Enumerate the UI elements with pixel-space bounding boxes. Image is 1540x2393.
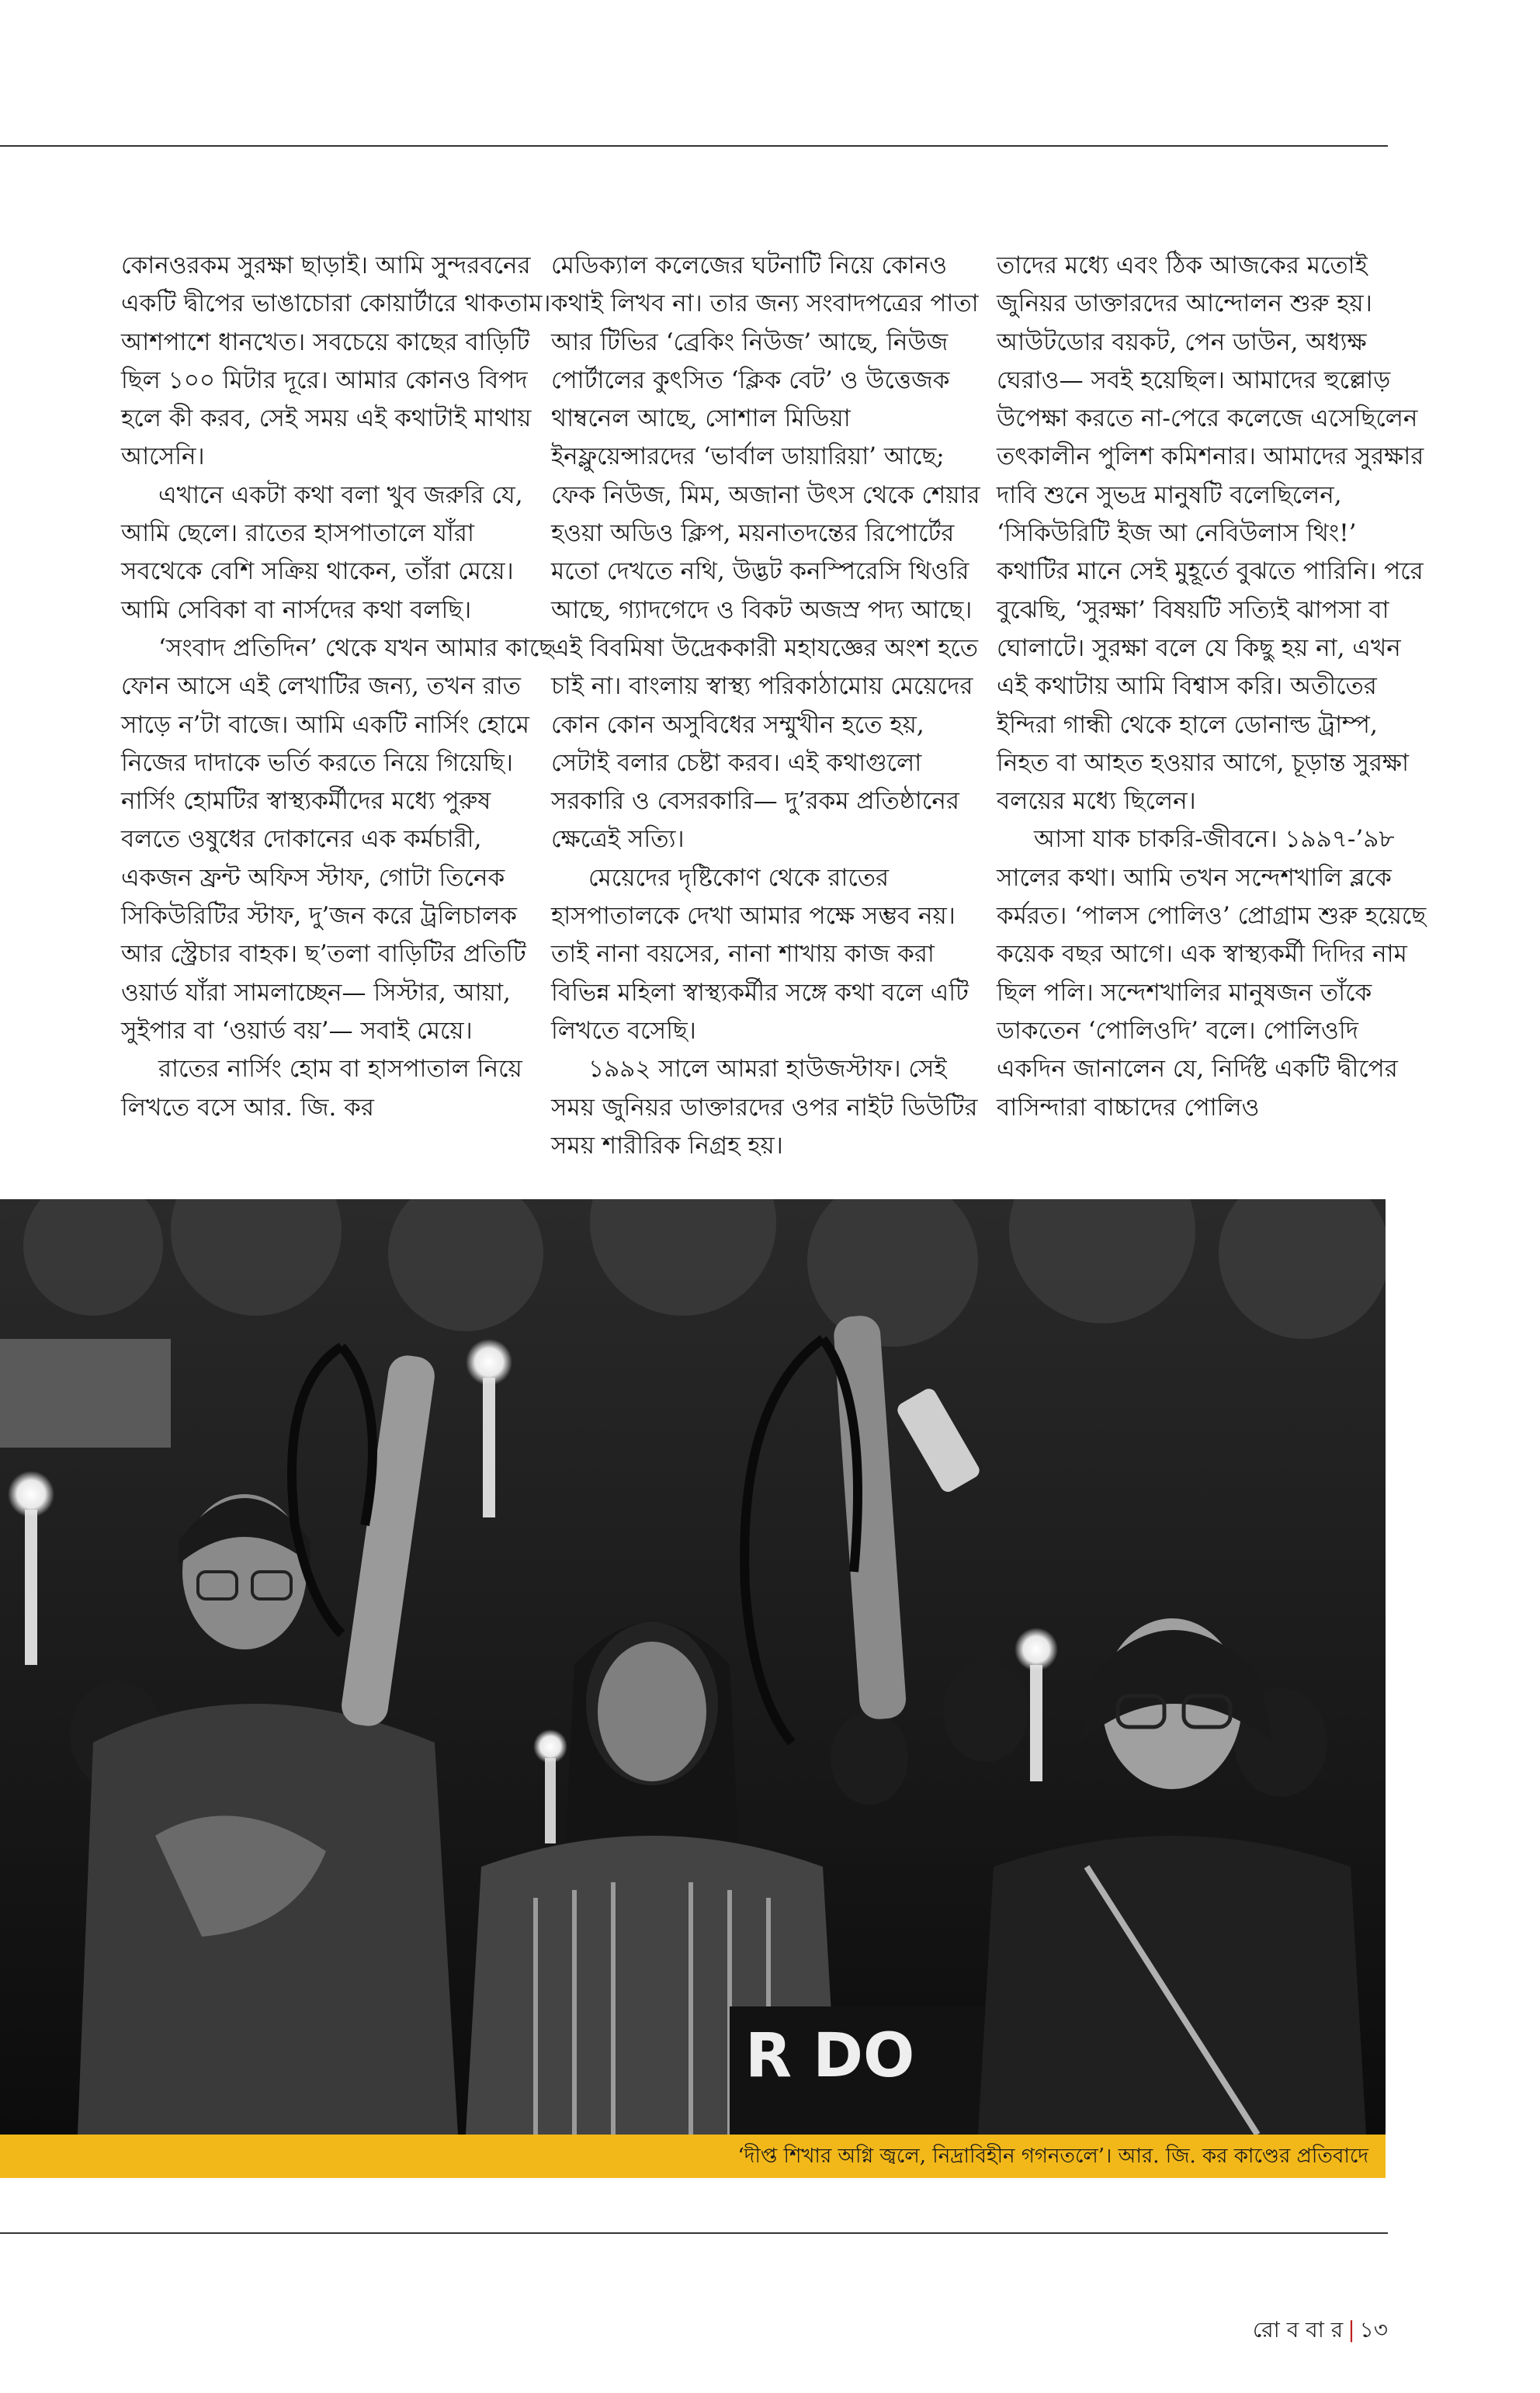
page-number: ১৩ (1359, 2317, 1388, 2343)
paragraph: ১৯৯২ সালে আমরা হাউজস্টাফ। সেই সময় জুনিয়র ডাক্তারদের ওপর নাইট ডিউটির সময় শারীরিক নিগ্রহ হয়। (551, 1055, 978, 1160)
photo-caption-bar (0, 2135, 1386, 2178)
paragraph: ‘সংবাদ প্রতিদিন’ থেকে যখন আমার কাছে ফোন আসে এই লেখাটির জন্য, তখন রাত সাড়ে ন’টা বাজে। আমি একটি নার্সিং হোমে নিজের দাদাকে ভর্তি করতে নিয়ে গিয়েছি। নার্সিং হোমটির স্বাস্থ্যকর্মীদের মধ্যে পুরুষ বলতে ওষুধের দোকানের এক কর্মচারী, একজন ফ্রন্ট অফিস স্টাফ, গোটা তিনেক সিকিউরিটির স্টাফ, দু’জন করে ট্রলিচালক আর স্ট্রেচার বাহক। ছ’তলা বাড়িটির প্রতিটি ওয়ার্ড যাঁরা সামলাচ্ছেন— সিস্টার, আয়া, সুইপার বা ‘ওয়ার্ড বয়’— সবাই মেয়ে। (121, 633, 554, 1045)
magazine-name: রো ব বা র (1252, 2317, 1344, 2343)
bottom-rule (0, 2232, 1388, 2234)
paragraph: মেয়েদের দৃষ্টিকোণ থেকে রাতের হাসপাতালকে দেখা আমার পক্ষে সম্ভব নয়। তাই নানা বয়সের, নানা শাখায় কাজ করা বিভিন্ন মহিলা স্বাস্থ্যকর্মীর সঙ্গে কথা বলে এটি লিখতে বসেছি। (551, 863, 969, 1045)
paragraph: এখানে একটা কথা বলা খুব জরুরি যে, আমি ছেলে। রাতের হাসপাতালে যাঁরা সবথেকে বেশি সক্রিয় থাকেন, তাঁরা মেয়ে। আমি সেবিকা বা নার্সদের কথা বলছি। (121, 480, 523, 624)
article-column-2 (551, 247, 986, 1165)
protest-photo (0, 1199, 1386, 2135)
article-column-3 (997, 247, 1431, 1127)
page-folio (1253, 2313, 1388, 2350)
paragraph: তাদের মধ্যে এবং ঠিক আজকের মতোই জুনিয়র ডাক্তারদের আন্দোলন শুরু হয়। আউটডোর বয়কট, পেন ডাউন, অধ্যক্ষ ঘেরাও— সবই হয়েছিল। আমাদের হুল্লোড় উপেক্ষা করতে না-পেরে কলেজে এসেছিলেন তৎকালীন পুলিশ কমিশনার। আমাদের সুরক্ষার দাবি শুনে সুভদ্র মানুষটি বলেছিলেন, ‘সিকিউরিটি ইজ আ নেবিউলাস থিং!’ কথাটির মানে সেই মুহূর্তে বুঝতে পারিনি। পরে বুঝেছি, ‘সুরক্ষা’ বিষয়টি সত্যিই ঝাপসা বা ঘোলাটে। সুরক্ষা বলে যে কিছু হয় না, এখন এই কথাটায় আমি বিশ্বাস করি। অতীতের ইন্দিরা গান্ধী থেকে হালে ডোনাল্ড ট্রাম্প, নিহত বা আহত হওয়ার আগে, চূড়ান্ত সুরক্ষা বলয়ের মধ্যে ছিলেন। (997, 251, 1424, 816)
photo-caption: ‘দীপ্ত শিখার অগ্নি জ্বলে, নিদ্রাবিহীন গগনতলে’। আর. জি. কর কাণ্ডের প্রতিবাদে (737, 2145, 1368, 2168)
article-column-1 (121, 247, 556, 1127)
folio-separator: | (1348, 2317, 1355, 2343)
top-rule (0, 145, 1388, 147)
paragraph: মেডিক্যাল কলেজের ঘটনাটি নিয়ে কোনও কথাই লিখব না। তার জন্য সংবাদপত্রের পাতা আর টিভির ‘ব্রেকিং নিউজ’ আছে, নিউজ পোর্টালের কুৎসিত ‘ক্লিক বেট’ ও উত্তেজক থাম্বনেল আছে, সোশাল মিডিয়া ইনফ্লুয়েন্সারদের ‘ভার্বাল ডায়ারিয়া’ আছে; ফেক নিউজ, মিম, অজানা উৎস থেকে শেয়ার হওয়া অডিও ক্লিপ, ময়নাতদন্তের রিপোর্টের মতো দেখতে নথি, উদ্ভট কনস্পিরেসি থিওরি আছে, গ্যাদগেদে ও বিকট অজস্র পদ্য আছে। এই বিবমিষা উদ্রেককারী মহাযজ্ঞের অংশ হতে চাই না। বাংলায় স্বাস্থ্য পরিকাঠামোয় মেয়েদের কোন কোন অসুবিধের সম্মুখীন হতে হয়, সেটাই বলার চেষ্টা করব। এই কথাগুলো সরকারি ও বেসরকারি— দু’রকম প্রতিষ্ঠানের ক্ষেত্রেই সত্যি। (551, 251, 980, 854)
paragraph: রাতের নার্সিং হোম বা হাসপাতাল নিয়ে লিখতে বসে আর. জি. কর (121, 1055, 522, 1122)
paragraph: আসা যাক চাকরি-জীবনে। ১৯৯৭-’৯৮ সালের কথা। আমি তখন সন্দেশখালি ব্লকে কর্মরত। ‘পালস পোলিও’ প্রোগ্রাম শুরু হয়েছে কয়েক বছর আগে। এক স্বাস্থ্যকর্মী দিদির নাম ছিল পলি। সন্দেশখালির মানুষজন তাঁকে ডাকতেন ‘পোলিওদি’ বলে। পোলিওদি একদিন জানালেন যে, নির্দিষ্ট একটি দ্বীপের বাসিন্দারা বাচ্চাদের পোলিও (997, 825, 1427, 1122)
paragraph: কোনওরকম সুরক্ষা ছাড়াই। আমি সুন্দরবনের একটি দ্বীপের ভাঙাচোরা কোয়ার্টারে থাকতাম। আশপাশে ধানখেত। সবচেয়ে কাছের বাড়িটি ছিল ১০০ মিটার দূরে। আমার কোনও বিপদ হলে কী করব, সেই সময় এই কথাটাই মাথায় আসেনি। (121, 251, 551, 471)
protest-sign-text: R DO (745, 2021, 915, 2091)
